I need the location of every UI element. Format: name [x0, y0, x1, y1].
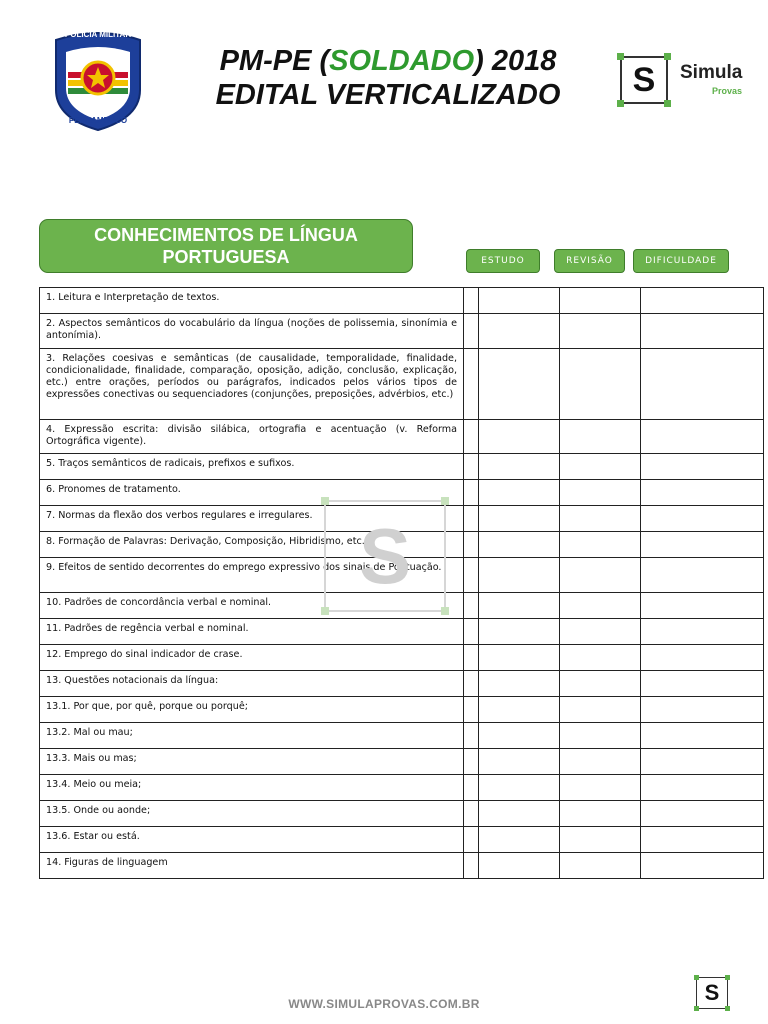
topic-text: 10. Padrões de concordância verbal e nominal. [40, 593, 464, 618]
topic-text: 1. Leitura e Interpretação de textos. [40, 288, 464, 313]
estudo-cell [479, 619, 560, 644]
revisao-cell [560, 827, 641, 852]
dificuldade-cell [641, 827, 750, 852]
estudo-cell [479, 801, 560, 826]
estudo-cell [479, 827, 560, 852]
estudo-cell [479, 775, 560, 800]
table-row [40, 420, 763, 454]
dificuldade-cell [641, 671, 750, 696]
table-row [40, 749, 763, 775]
dificuldade-cell [641, 801, 750, 826]
section-heading: CONHECIMENTOS DE LÍNGUA PORTUGUESA [39, 219, 413, 273]
topic-text: 13.1. Por que, por quê, porque ou porquê; [40, 697, 464, 722]
revisao-cell [560, 480, 641, 505]
column-revisao: REVISÃO [554, 249, 625, 273]
topic-text: 13.2. Mal ou mau; [40, 723, 464, 748]
topic-text: 12. Emprego do sinal indicador de crase. [40, 645, 464, 670]
estudo-cell [479, 723, 560, 748]
brand-sub: Provas [712, 86, 743, 96]
checkbox-cell [464, 619, 479, 644]
estudo-cell [479, 645, 560, 670]
topic-text: 9. Efeitos de sentido decorrentes do emprego expressivo dos sinais de Pontuação. [40, 558, 464, 592]
topic-text: 7. Normas da flexão dos verbos regulares e irregulares. [40, 506, 464, 531]
dificuldade-cell [641, 506, 750, 531]
revisao-cell [560, 853, 641, 878]
brand-letter: S [620, 56, 668, 104]
estudo-cell [479, 288, 560, 313]
topic-text: 4. Expressão escrita: divisão silábica, ortografia e acentuação (v. Reforma Ortográfica vigente). [40, 420, 464, 453]
revisao-cell [560, 749, 641, 774]
topic-text: 11. Padrões de regência verbal e nominal. [40, 619, 464, 644]
checkbox-cell [464, 801, 479, 826]
dificuldade-cell [641, 532, 750, 557]
checkbox-cell [464, 314, 479, 348]
checkbox-cell [464, 349, 479, 419]
dificuldade-cell [641, 853, 750, 878]
dificuldade-cell [641, 558, 750, 592]
table-row [40, 454, 763, 480]
estudo-cell [479, 480, 560, 505]
table-row [40, 775, 763, 801]
estudo-cell [479, 314, 560, 348]
table-row [40, 827, 763, 853]
topic-text: 2. Aspectos semânticos do vocabulário da língua (noções de polissemia, sinonímia e antonímia). [40, 314, 464, 348]
dificuldade-cell [641, 454, 750, 479]
topic-text: 8. Formação de Palavras: Derivação, Composição, Hibridismo, etc. [40, 532, 464, 557]
table-row [40, 723, 763, 749]
checkbox-cell [464, 506, 479, 531]
estudo-cell [479, 454, 560, 479]
revisao-cell [560, 506, 641, 531]
checkbox-cell [464, 749, 479, 774]
estudo-cell [479, 349, 560, 419]
revisao-cell [560, 723, 641, 748]
dificuldade-cell [641, 314, 750, 348]
simula-provas-logo [620, 56, 750, 110]
revisao-cell [560, 349, 641, 419]
revisao-cell [560, 288, 641, 313]
dificuldade-cell [641, 749, 750, 774]
checkbox-cell [464, 593, 479, 618]
revisao-cell [560, 532, 641, 557]
checkbox-cell [464, 723, 479, 748]
revisao-cell [560, 454, 641, 479]
checkbox-cell [464, 697, 479, 722]
revisao-cell [560, 619, 641, 644]
page-subtitle: EDITAL VERTICALIZADO [215, 79, 561, 111]
estudo-cell [479, 697, 560, 722]
table-row [40, 314, 763, 349]
topic-text: 5. Traços semânticos de radicais, prefixos e sufixos. [40, 454, 464, 479]
revisao-cell [560, 697, 641, 722]
revisao-cell [560, 671, 641, 696]
estudo-cell [479, 749, 560, 774]
checkbox-cell [464, 645, 479, 670]
dificuldade-cell [641, 288, 750, 313]
checkbox-cell [464, 775, 479, 800]
checkbox-cell [464, 480, 479, 505]
checkbox-cell [464, 288, 479, 313]
brand-name: Simula [680, 62, 743, 83]
dificuldade-cell [641, 480, 750, 505]
checkbox-cell [464, 420, 479, 453]
dificuldade-cell [641, 645, 750, 670]
table-row [40, 288, 763, 314]
revisao-cell [560, 558, 641, 592]
table-row [40, 853, 763, 879]
revisao-cell [560, 645, 641, 670]
topic-text: 13.6. Estar ou está. [40, 827, 464, 852]
topic-text: 13.4. Meio ou meia; [40, 775, 464, 800]
dificuldade-cell [641, 775, 750, 800]
estudo-cell [479, 420, 560, 453]
checkbox-cell [464, 827, 479, 852]
badge-top-text: POLÍCIA MILITAR [64, 30, 132, 39]
table-row [40, 671, 763, 697]
revisao-cell [560, 593, 641, 618]
checkbox-cell [464, 558, 479, 592]
revisao-cell [560, 314, 641, 348]
topic-text: 3. Relações coesivas e semânticas (de causalidade, temporalidade, finalidade, condicionalidade, finalidade, comparação, oposição, adição, conclusão, explicação, etc.) entre orações, períodos ou parágrafos, indicados pelos vários tipos de expressões conectivas ou sequenciadores (conjunções, preposições, advérbios, etc.) [40, 349, 464, 419]
revisao-cell [560, 775, 641, 800]
topic-text: 14. Figuras de linguagem [40, 853, 464, 878]
estudo-cell [479, 671, 560, 696]
topic-text: 13.3. Mais ou mas; [40, 749, 464, 774]
dificuldade-cell [641, 723, 750, 748]
badge-bottom-text: PERNAMBUCO [68, 116, 128, 125]
estudo-cell [479, 558, 560, 592]
table-row [40, 645, 763, 671]
table-row [40, 697, 763, 723]
footer-logo: S [696, 977, 728, 1009]
dificuldade-cell [641, 619, 750, 644]
watermark-logo: S [324, 500, 446, 612]
dificuldade-cell [641, 420, 750, 453]
footer-url: WWW.SIMULAPROVAS.COM.BR [288, 997, 480, 1011]
topic-text: 13. Questões notacionais da língua: [40, 671, 464, 696]
estudo-cell [479, 593, 560, 618]
revisao-cell [560, 420, 641, 453]
topic-text: 6. Pronomes de tratamento. [40, 480, 464, 505]
checkbox-cell [464, 853, 479, 878]
estudo-cell [479, 506, 560, 531]
checkbox-cell [464, 454, 479, 479]
table-row [40, 801, 763, 827]
title-highlight: SOLDADO [329, 45, 475, 77]
checkbox-cell [464, 532, 479, 557]
dificuldade-cell [641, 593, 750, 618]
column-estudo: ESTUDO [466, 249, 540, 273]
dificuldade-cell [641, 349, 750, 419]
topic-text: 13.5. Onde ou aonde; [40, 801, 464, 826]
estudo-cell [479, 532, 560, 557]
table-row [40, 619, 763, 645]
column-dificuldade: DIFICULDADE [633, 249, 729, 273]
revisao-cell [560, 801, 641, 826]
estudo-cell [479, 853, 560, 878]
page-title: PM-PE (SOLDADO) 2018 EDITAL VERTICALIZADO [180, 44, 596, 112]
table-row [40, 349, 763, 420]
checkbox-cell [464, 671, 479, 696]
dificuldade-cell [641, 697, 750, 722]
